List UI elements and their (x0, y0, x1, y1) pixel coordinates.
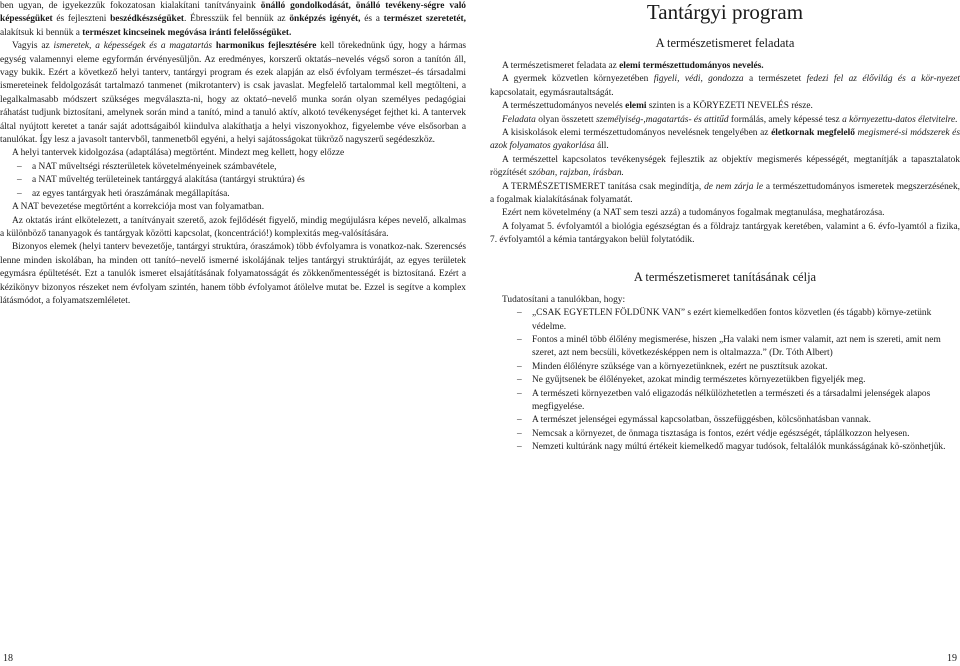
left-paragraph-1 (0, 0, 466, 40)
text-run: a természetet (743, 74, 807, 85)
left-paragraph-4: A NAT bevezetése megtörtént a korrekciója most van folyamatban. (12, 202, 265, 213)
goals-list (490, 307, 960, 454)
right-paragraph (490, 60, 960, 73)
list-item: – A természeti környezetben való eligazodás nélkülözhetetlen a természeti és a társadalmi jelenségek alapos megfigyelése. (517, 388, 931, 412)
list-item: – Nemzeti kultúránk nagy múltú értékeit kiemelkedő magyar tudósok, feltalálók munkásságának kö-szönhetjük. (517, 442, 946, 453)
list-item: – A természet jelenségei egymással kapcsolatban, összefüggésben, kölcsönhatásban vannak. (517, 415, 871, 426)
list-item: – Minden élőlényre szüksége van a környezetünknek, ezért ne pusztítsuk azokat. (517, 361, 828, 372)
right-paragraph (490, 100, 960, 113)
text-run: életkornak megfelelő (771, 128, 855, 139)
text-run: de nem zárja le (704, 181, 764, 192)
page-number-right: 19 (947, 653, 957, 664)
text-run: A természettel kapcsolatos tevékenységek fejlesztik az objektív megismerés képességét, megtanítják a tapasztalatok rögzítését (490, 154, 960, 179)
text-run: személyiség-,magatartás- és attitűd (596, 114, 729, 125)
list-item: – Fontos a minél több élőlény megismerése, hiszen „Ha valaki nem ismer valamit, azt nem is szereti, amit nem szeret, azt nem becsüli, következésképpen nem is oltalmazza.” (Dr. Tóth Albert) (517, 334, 941, 359)
text-run: kapcsolatait, egymásrautaltságát. (490, 87, 614, 98)
text-run: kell törekednünk úgy, hogy a hármas egység valamennyi eleme egyformán érvényesüljön. Az eredményes, korszerű oktatás–nevelés végső soron a tanítón áll, vagy bukik. (0, 41, 467, 79)
text-run: A TERMÉSZETISMERET tanítása csak megindítja, (502, 181, 705, 192)
text-run: beszédkészségüket (110, 14, 185, 25)
right-page (480, 0, 960, 666)
text-run: és fejleszteni (52, 14, 111, 25)
section-heading-feladata: A természetismeret feladata (655, 36, 795, 50)
text-run: elemi természettudományos nevelés. (619, 61, 764, 71)
text-run: a környezettu-datos életvitelre. (842, 114, 958, 125)
text-run: Feladata (502, 114, 536, 125)
list-item: – Ne gyűjtsenek be élőlényeket, azokat mindig természetes környezetükben figyeljék meg. (517, 375, 866, 386)
text-run: Vagyis az (12, 41, 54, 52)
text-run: és a (360, 14, 384, 25)
left-requirements-list (0, 161, 466, 201)
text-run: szinten is a KÖRYEZETI NEVELÉS része. (646, 101, 813, 112)
text-run: önképzés igényét, (289, 14, 361, 25)
right-paragraph (490, 154, 960, 181)
right-paragraph (490, 73, 960, 100)
text-run: alakítsuk ki bennük a (0, 27, 83, 38)
list-item: – a NAT műveltég területeinek tantárggyá alakítása (tantárgyi struktúra) és (17, 175, 305, 186)
text-run: harmonikus fejlesztésére (215, 41, 317, 52)
left-paragraph-6: Bizonyos elemek (helyi tanterv bevezetője, tantárgyi struktúra, óraszámok) több évfolyamra is vonatkoz-nak. Szerencsés lenne minden iskolában, ha minden ott tanító–nevelő ismerné iskolájának teljes tantárgyi struktúráját, az egyes területek egymásra épültetését. Ezt a tanulók ismeret elsajátításának folyamatosságát és zökkenőmentességét is biztosítaná. Ezért a kézikönyv bizonyos részeket nem évfolyam szintén, hanem több évfolyamot átölelve mutat be. Ezzel is segítve a komplex látásmódot, a folyamatszemléletet. (0, 242, 466, 306)
text-run: A természettudományos nevelés (502, 101, 626, 112)
right-paragraph (490, 127, 960, 154)
list-item: – a NAT műveltségi részterületek követelményeinek számbavétele, (17, 161, 277, 172)
text-run: A kisiskolások elemi természettudományos nevelésnek tengelyében az (502, 128, 772, 139)
right-paragraph: A folyamat 5. évfolyamtól a biológia egészségtan és a földrajz tantárgyak keretében, valamint a 6. évfo-lyamtól a fizika, 7. évfolyamtól a kémia tantárgyakon belül folytatódik. (490, 221, 960, 246)
text-run: figyeli, védi, gondozza (653, 74, 744, 85)
text-run: ben ugyan, de igyekezzük fokozatosan kialakítani tanítványaink (0, 1, 261, 11)
right-paragraph (490, 181, 960, 208)
text-run: ismeretek, a képességek és a magatartás (53, 41, 213, 52)
text-run: megismeré-si módszerek és azok folyamatos gyakorlása (490, 128, 960, 152)
text-run: A gyermek közvetlen környezetében (502, 74, 654, 85)
section-heading-celja: A természetismeret tanításának célja (633, 269, 817, 284)
text-run: természet szeretetét, (383, 14, 466, 25)
text-run: a természettudományos ismeretek megszerzésének, a fogalmak kialakításának folyamatát. (490, 181, 960, 206)
text-run: önálló gondolkodását, önálló tevékeny-ségre való képességüket (0, 1, 466, 25)
right-paragraph (490, 114, 960, 127)
text-run: elemi (625, 101, 647, 112)
left-paragraph-2 (0, 40, 466, 147)
text-run: Ezért a következő helyi tanterv, tantárgyi program és ezek alapján az első évfolyam természet–és társadalmi ismereteinek feldolgozását tartalmazó tanmenet (mikrotanterv) is csak javaslat. Megfelelő tartalommal kell megtölteni, a legalkalmasabb módszert szükséges megválaszta-ni, hogy az oktató–nevelő munka során olyan személyes pedagógiai ráhatást tudjunk biztosítani, amelynek során mind a tanító, mind a tanuló aktív, alkotó tevékenységet fejthet ki. A tantervek által nyújtott keretet a tanár saját adottságaiból kiindulva alakíthatja a helyi viszonyokhoz, figyelembe véve elsősorban a tanulókat. Így lesz a javasolt tantervből, tanmenetből egyéni, a helyi sajátosságokat tükröző nagyszerű segédeszköz. (0, 68, 466, 146)
right-intro: Tudatosítani a tanulókban, hogy: (502, 294, 626, 305)
right-paragraph: Ezért nem követelmény (a NAT sem teszi azzá) a tudományos fogalmak megtanulása, meghatározása. (502, 208, 885, 219)
page-number-left: 18 (3, 653, 13, 664)
text-run: . Ébresszük fel bennük az (184, 14, 290, 25)
text-run: természet kincseinek megóvása iránti felelősségüket. (82, 27, 292, 38)
text-run: áll. (594, 141, 609, 152)
page-title: Tantárgyi program (646, 0, 804, 24)
text-run: szóban, rajzban, írásban. (528, 168, 624, 179)
text-run: A természetismeret feladata az (502, 61, 620, 71)
list-item: – az egyes tantárgyak heti óraszámának megállapítása. (17, 188, 230, 199)
text-run: fedezi fel az élővilág és a kör-nyezet (806, 74, 960, 85)
list-item: – „CSAK EGYETLEN FÖLDÜNK VAN” s ezért kiemelkedően fontos közvetlen (és tágabb) környe-zetünk védelme. (517, 308, 932, 332)
list-item: – Nemcsak a környezet, de önmaga tisztasága is fontos, ezért védje egészségét, táplálkozzon helyesen. (517, 428, 910, 439)
text-run: olyan összetett (535, 114, 597, 125)
text-run: formálás, amely képessé tesz (728, 114, 843, 125)
left-paragraph-5: Az oktatás iránt elkötelezett, a tanítványait szerető, azok fejlődését figyelő, mindig megújulásra képes nevelő, alkalmas a különböző tananyagok és tantárgyak közötti kapcsolat, (koncentráció!) komplexitás meg-valósítására. (0, 215, 466, 239)
left-paragraph-3: A helyi tantervek kidolgozása (adaptálása) megtörtént. Mindezt meg kellett, hogy előzze (12, 148, 345, 159)
